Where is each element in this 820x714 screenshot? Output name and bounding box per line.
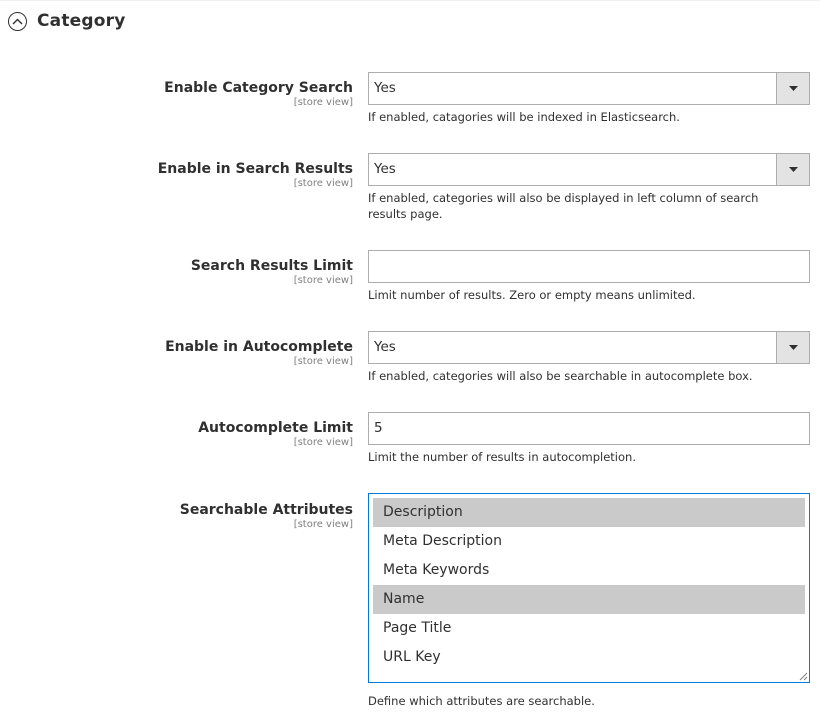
multiselect-option[interactable]: Page Title <box>383 620 452 636</box>
scope-label: [store view] <box>293 437 353 448</box>
select-value: Yes <box>374 80 396 96</box>
field-label: Autocomplete Limit <box>198 420 353 436</box>
select-value: Yes <box>374 339 396 355</box>
resize-grip-icon[interactable] <box>798 671 808 681</box>
enable-in-autocomplete-select[interactable] <box>368 331 810 364</box>
multiselect-option[interactable]: Name <box>373 585 805 614</box>
field-note: Define which attributes are searchable. <box>368 694 595 708</box>
field-label: Enable in Autocomplete <box>165 339 353 355</box>
multiselect-option[interactable]: Description <box>373 498 805 527</box>
enable-category-search-select[interactable] <box>368 72 810 105</box>
field-note: If enabled, categories will also be searchable in autocomplete box. <box>368 369 753 383</box>
category-section-toggle[interactable] <box>8 9 126 33</box>
field-label: Enable Category Search <box>164 80 353 96</box>
dropdown-arrow-icon <box>776 154 809 185</box>
scope-label: [store view] <box>293 356 353 367</box>
field-note: If enabled, categories will also be displayed in left column of search results page. <box>368 191 759 221</box>
autocomplete-limit-input[interactable]: 5 <box>368 412 810 445</box>
field-note: Limit number of results. Zero or empty means unlimited. <box>368 288 696 302</box>
field-note: Limit the number of results in autocompletion. <box>368 450 636 464</box>
searchable-attributes-multiselect[interactable] <box>368 493 810 683</box>
multiselect-option[interactable]: Meta Description <box>383 533 502 549</box>
multiselect-option[interactable]: Meta Keywords <box>383 562 490 578</box>
multiselect-option[interactable]: URL Key <box>383 649 441 665</box>
dropdown-arrow-icon <box>776 73 809 104</box>
top-divider <box>0 0 820 1</box>
select-value: Yes <box>374 161 396 177</box>
chevron-up-circle-icon <box>8 12 27 31</box>
section-title: Category <box>37 11 126 31</box>
scope-label: [store view] <box>293 275 353 286</box>
scope-label: [store view] <box>293 178 353 189</box>
dropdown-arrow-icon <box>776 332 809 363</box>
field-label: Enable in Search Results <box>157 161 353 177</box>
scope-label: [store view] <box>293 97 353 108</box>
field-label: Search Results Limit <box>190 258 353 274</box>
field-label: Searchable Attributes <box>179 502 353 518</box>
field-note: If enabled, catagories will be indexed in Elasticsearch. <box>368 110 680 124</box>
search-results-limit-input[interactable] <box>368 250 810 283</box>
scope-label: [store view] <box>293 519 353 530</box>
enable-in-search-results-select[interactable] <box>368 153 810 186</box>
